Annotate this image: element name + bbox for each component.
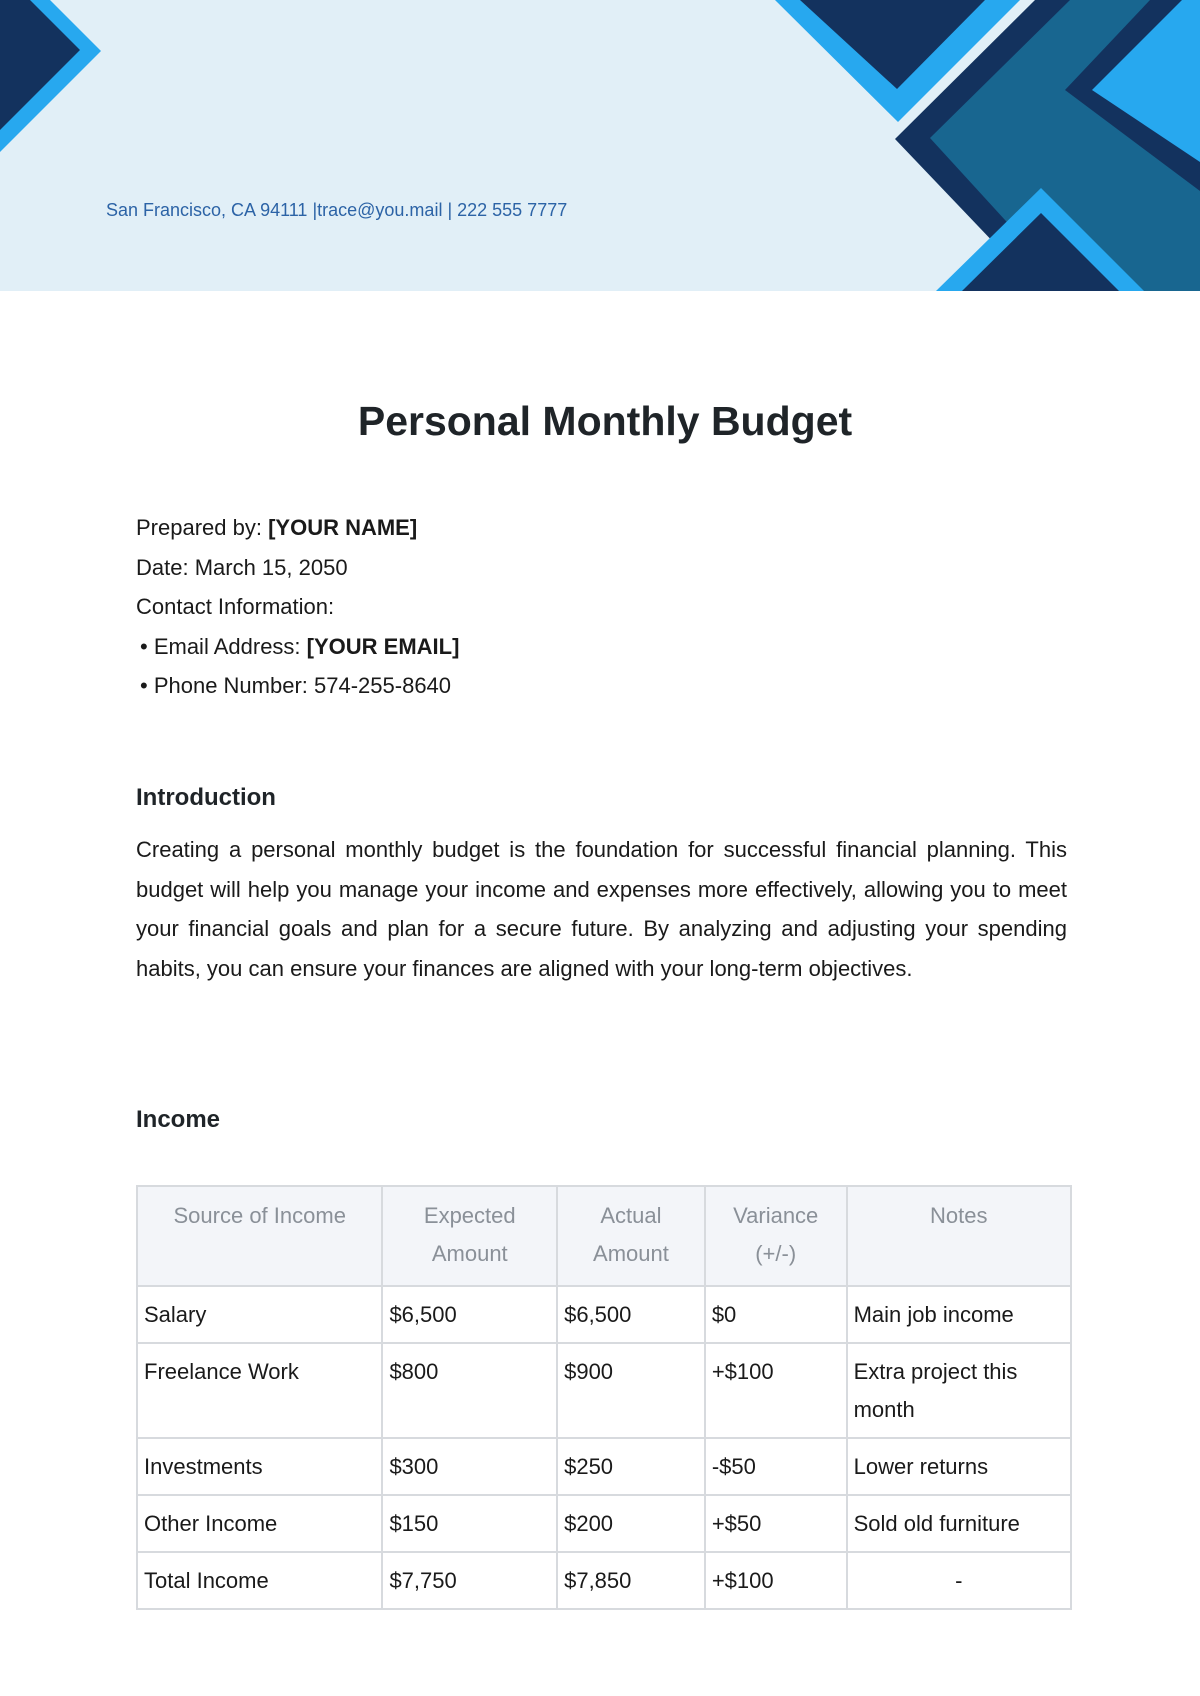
prepared-by-value: [YOUR NAME] (268, 515, 418, 540)
column-header: Variance (+/-) (705, 1186, 847, 1286)
table-row (137, 1438, 1071, 1495)
table-cell: $900 (557, 1343, 705, 1438)
prepared-by-line (136, 508, 459, 548)
column-header: Expected Amount (382, 1186, 557, 1286)
table-cell: $250 (557, 1438, 705, 1495)
email-value: [YOUR EMAIL] (306, 633, 460, 659)
column-header: Actual Amount (557, 1186, 705, 1286)
table-cell: Freelance Work (137, 1343, 382, 1438)
table-cell: Investments (137, 1438, 382, 1495)
table-cell: $7,850 (557, 1552, 705, 1609)
header-banner (0, 0, 1200, 291)
header-contact-line: San Francisco, CA 94111 |trace@you.mail | 222 555 7777 (106, 200, 568, 220)
introduction-heading: Introduction (136, 784, 276, 811)
table-row (137, 1343, 1071, 1438)
table-cell: +$50 (705, 1495, 847, 1552)
table-cell: $6,500 (382, 1286, 557, 1343)
prepared-by-label: Prepared by: (136, 515, 269, 540)
table-cell: Main job income (847, 1286, 1071, 1343)
table-cell: $0 (705, 1286, 847, 1343)
table-cell: -$50 (705, 1438, 847, 1495)
phone-line: • Phone Number: 574-255-8640 (140, 673, 452, 698)
email-line (136, 627, 459, 667)
table-cell: Extra project this month (847, 1343, 1071, 1438)
income-table-header-row (137, 1186, 1071, 1286)
introduction-body: Creating a personal monthly budget is the foundation for successful financial planning. This budget will help you manage your income and expenses more effectively, allowing you to meet your financial goals and plan for a secure future. By analyzing and adjusting your spending habits, you can ensure your finances are aligned with your long-term objectives. (136, 837, 1067, 981)
table-cell: +$100 (705, 1343, 847, 1438)
table-cell: $200 (557, 1495, 705, 1552)
email-label: • Email Address: (140, 633, 307, 659)
table-cell: Salary (137, 1286, 382, 1343)
contact-info-label: Contact Information: (136, 594, 335, 619)
column-header: Notes (847, 1186, 1071, 1286)
table-cell: +$100 (705, 1552, 847, 1609)
table-cell: Sold old furniture (847, 1495, 1071, 1552)
table-row (137, 1495, 1071, 1552)
table-cell: Total Income (137, 1552, 382, 1609)
table-cell: $150 (382, 1495, 557, 1552)
table-row (137, 1286, 1071, 1343)
table-cell: $800 (382, 1343, 557, 1438)
income-heading: Income (136, 1106, 221, 1133)
page-title: Personal Monthly Budget (357, 398, 853, 444)
document-meta (136, 508, 459, 706)
table-cell: Lower returns (847, 1438, 1071, 1495)
income-table (136, 1185, 1072, 1610)
table-cell: - (847, 1552, 1071, 1609)
date-line: Date: March 15, 2050 (136, 554, 348, 580)
table-cell: $6,500 (557, 1286, 705, 1343)
header-decoration (0, 0, 1200, 291)
table-cell: Other Income (137, 1495, 382, 1552)
table-cell: $300 (382, 1438, 557, 1495)
column-header: Source of Income (137, 1186, 382, 1286)
table-cell: $7,750 (382, 1552, 557, 1609)
table-row-total (137, 1552, 1071, 1609)
